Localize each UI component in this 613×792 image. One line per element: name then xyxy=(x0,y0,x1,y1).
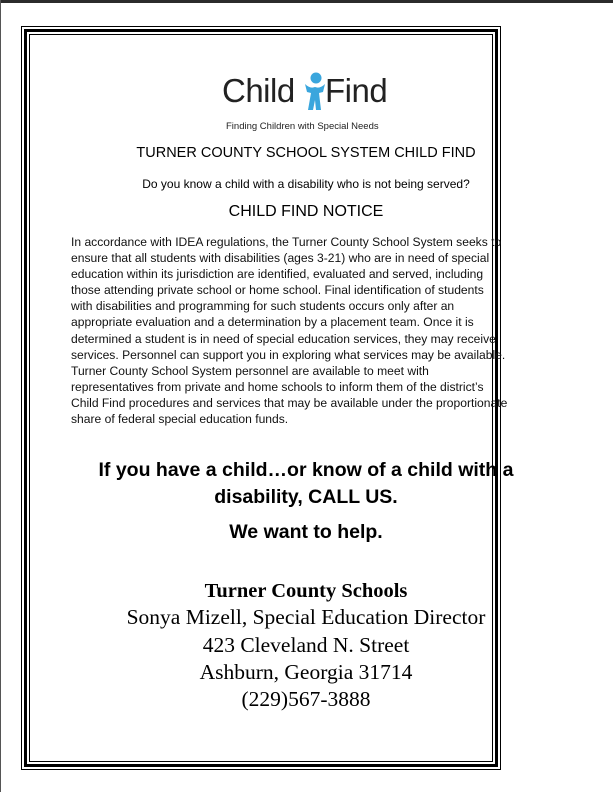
paragraph-line: determined a student is in need of special education services, they may receive xyxy=(71,331,496,346)
paragraph-line: those attending private school or home school. Final identification of students xyxy=(71,283,484,298)
contact-org: Turner County Schools xyxy=(204,580,408,602)
call-line-1: If you have a child…or know of a child with a xyxy=(98,459,514,481)
child-figure-icon xyxy=(304,72,326,112)
paragraph-line: services. Personnel can support you in exploring what services may be available. xyxy=(71,347,506,362)
document-title: TURNER COUNTY SCHOOL SYSTEM CHILD FIND xyxy=(136,145,476,161)
paragraph-line: representatives from private and home schools to inform them of the district’s xyxy=(71,379,484,394)
help-line: We want to help. xyxy=(229,521,383,543)
question-line: Do you know a child with a disability who is not being served? xyxy=(142,177,470,191)
contact-city: Ashburn, Georgia 31714 xyxy=(199,660,413,684)
notice-paragraph xyxy=(71,234,507,427)
call-line-2: disability, CALL US. xyxy=(214,486,398,508)
contact-name: Sonya Mizell, Special Education Director xyxy=(126,605,486,629)
logo-tagline: Finding Children with Special Needs xyxy=(226,121,379,132)
paragraph-line: ensure that all students with disabilities (ages 3-21) who are in need of special xyxy=(71,251,490,266)
contact-street: 423 Cleveland N. Street xyxy=(202,633,410,657)
notice-heading: CHILD FIND NOTICE xyxy=(228,203,384,220)
paragraph-line: Turner County School System personnel are available to meet with xyxy=(71,363,429,378)
paragraph-line: In accordance with IDEA regulations, the Turner County School System seeks to xyxy=(71,235,502,249)
paragraph-line: appropriate evaluation and a determination by a placement team. Once it is xyxy=(71,315,474,330)
logo-word-child: Child xyxy=(222,72,295,109)
paragraph-line: education within its jurisdiction are identified, evaluated and served, including xyxy=(71,267,484,282)
paragraph-line: with disabilities and programming for such students occurs only after an xyxy=(71,299,455,314)
logo-word-find: Find xyxy=(325,72,388,109)
viewer-top-bar xyxy=(0,0,613,3)
contact-phone: (229)567-3888 xyxy=(241,687,371,711)
paragraph-line: share of federal special education funds. xyxy=(71,412,289,427)
paragraph-line: Child Find procedures and services that may be available under the proportionate xyxy=(71,395,508,410)
viewer-left-edge xyxy=(0,0,1,792)
